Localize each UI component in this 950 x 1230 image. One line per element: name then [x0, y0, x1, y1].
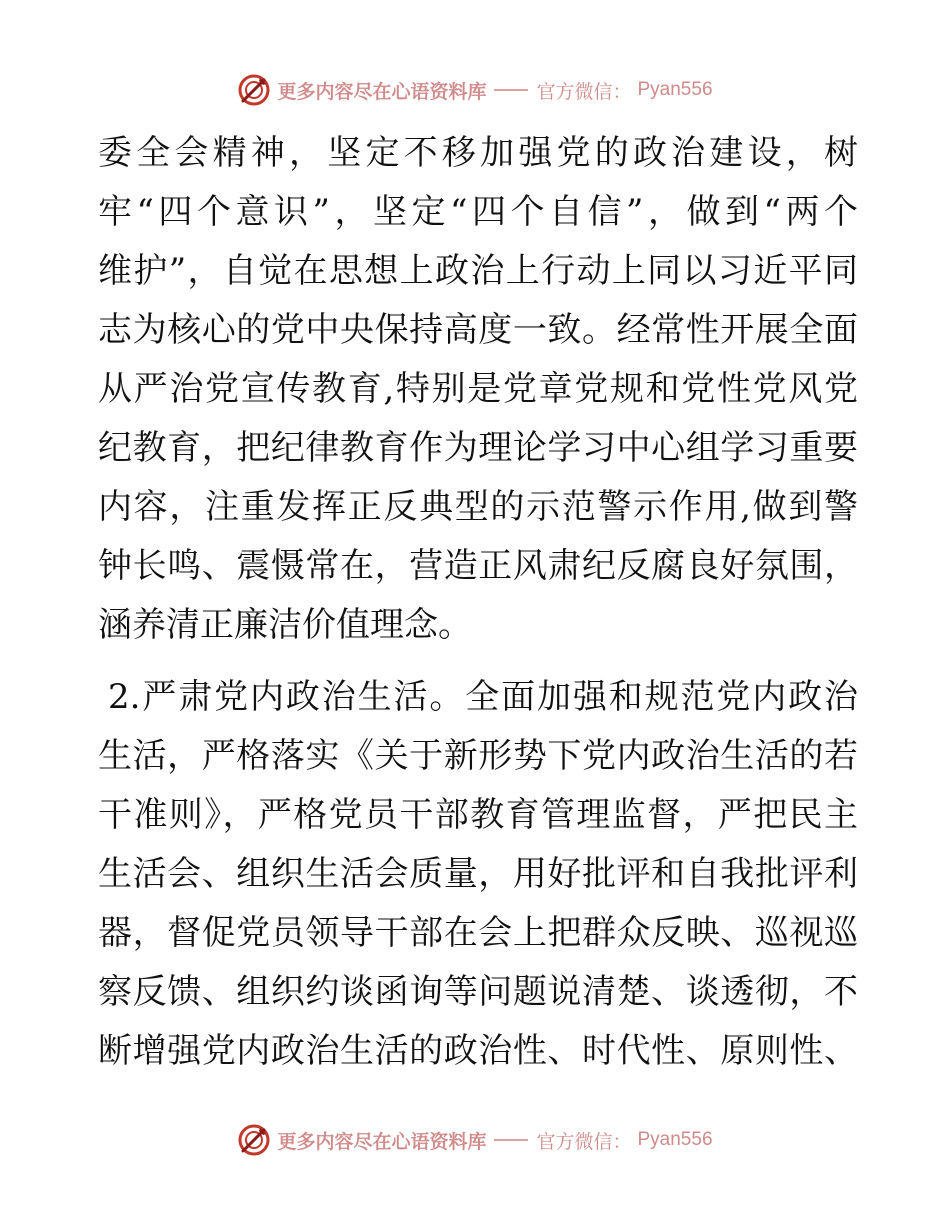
banner-wechat-id: Pyan556 — [637, 79, 713, 100]
brand-logo-icon — [237, 1123, 271, 1157]
paragraph-1-line: 纪教育，把纪律教育作为理论学习中心组学习重要 — [98, 428, 858, 468]
paragraph-2-line: 断增强党内政治生活的政治性、时代性、原则性、 — [98, 1031, 858, 1071]
banner-wechat-id: Pyan556 — [637, 1129, 713, 1150]
paragraph-1-line: 钟长鸣、震慑常在，营造正风肃纪反腐良好氛围， — [98, 546, 858, 586]
banner-official-label: 官方微信： — [536, 80, 632, 103]
footer-banner — [0, 1120, 950, 1160]
paragraph-1-line: 志为核心的党中央保持高度一致。经常性开展全面 — [98, 310, 858, 350]
paragraph-2-line: 生活，严格落实《关于新形势下党内政治生活的若 — [98, 736, 858, 776]
banner-dash — [494, 1139, 528, 1141]
paragraph-gap — [98, 655, 858, 668]
paragraph-1-line: 牢“四个意识”，坚定“四个自信”，做到“两个 — [98, 192, 858, 232]
paragraph-1-line: 内容，注重发挥正反典型的示范警示作用,做到警 — [98, 487, 858, 527]
paragraph-2-line: 2.严肃党内政治生活。全面加强和规范党内政治 — [108, 677, 858, 717]
paragraph-2-line: 察反馈、组织约谈函询等问题说清楚、谈透彻，不 — [98, 972, 858, 1012]
paragraph-2-line: 干准则》，严格党员干部教育管理监督，严把民主 — [98, 795, 858, 835]
paragraph-1-line: 从严治党宣传教育,特别是党章党规和党性党风党 — [98, 369, 858, 409]
brand-logo-icon — [237, 73, 271, 107]
paragraph-2-line: 器，督促党员领导干部在会上把群众反映、巡视巡 — [98, 913, 858, 953]
header-banner — [0, 70, 950, 110]
paragraph-1-line: 委全会精神，坚定不移加强党的政治建设，树 — [98, 133, 858, 173]
paragraph-2-line: 生活会、组织生活会质量，用好批评和自我批评利 — [98, 854, 858, 894]
banner-brand-text: 更多内容尽在心语资料库 — [277, 80, 487, 103]
paragraph-1-line: 维护”，自觉在思想上政治上行动上同以习近平同 — [98, 251, 858, 291]
document-body — [98, 124, 858, 1081]
banner-brand-text: 更多内容尽在心语资料库 — [277, 1130, 487, 1153]
paragraph-1-line: 涵养清正廉洁价值理念。 — [98, 605, 472, 645]
banner-dash — [494, 89, 528, 91]
banner-official-label: 官方微信： — [536, 1130, 632, 1153]
